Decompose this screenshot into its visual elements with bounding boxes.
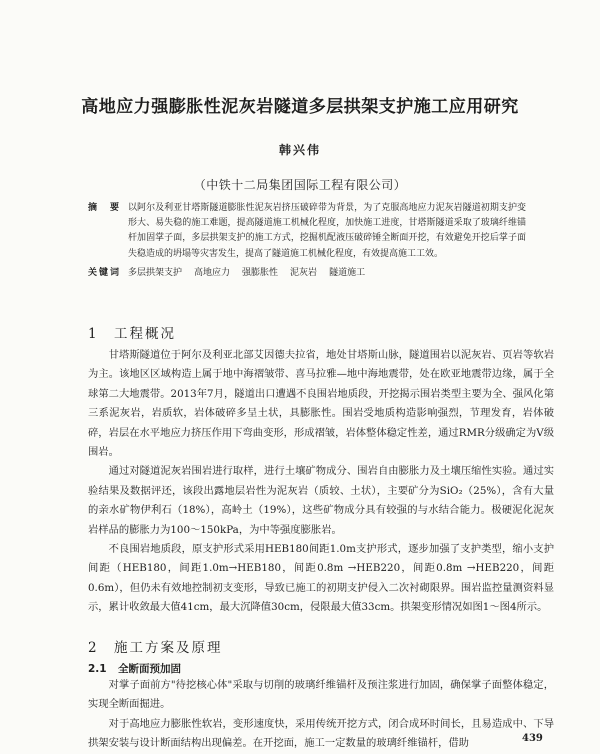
keyword: 高地应力 [194, 267, 231, 278]
section-1-body [88, 346, 554, 618]
abstract [88, 201, 526, 262]
paper-title: 高地应力强膨胀性泥灰岩隧道多层拱架支护施工应用研究 [81, 97, 519, 117]
page-number: 439 [522, 733, 543, 744]
author-affiliation: （中铁十二局集团国际工程有限公司） [193, 178, 407, 192]
section-heading-1 [88, 322, 176, 342]
paragraph: 对于高地应力膨胀性软岩，变形速度快，采用传统开挖方式，闭合成环时间长，且易造成中、下导拱架安装与设计断面结构出现偏差。在开挖面，施工一定数量的玻璃纤维锚杆，借助 [88, 717, 554, 750]
author-name: 韩兴伟 [278, 143, 321, 157]
keywords [88, 266, 526, 281]
abstract-label: 摘 要 [88, 203, 122, 213]
paragraph: 甘塔斯隧道位于阿尔及利亚北部艾因德夫拉省，地处甘塔斯山脉，隧道围岩以泥灰岩、页岩等软岩为主。该地区区域构造上属于地中海褶皱带、喜马拉雅—地中海地震带，处在欧亚地震带边缘，属于全球第二大地震带。2013年7月，隧道出口遭遇不良围岩地质段，开挖揭示围岩类型主要为全、强风化第三系泥灰岩，岩质软，岩体破碎多呈土状，具膨胀性。围岩受地质构造影响强烈，节理发育，岩体破碎，岩层在水平地应力挤压作用下弯曲变形，形成褶皱，岩体整体稳定性差，通过RMR分级确定为Ⅴ级围岩。 [88, 349, 554, 459]
abstract-text: 以阿尔及利亚甘塔斯隧道膨胀性泥灰岩挤压破碎带为背景，为了克服高地应力泥灰岩隧道初期支护变形大、易失稳的施工难题，提高隧道施工机械化程度，加快施工进度，甘塔斯隧道采取了玻璃纤维锚杆加固掌子面，多层拱架支护的施工方式，挖掘机配液压破碎锤全断面开挖，有效避免开挖后掌子面失稳造成的坍塌等灾害发生，提高了隧道施工机械化程度，有效提高施工工效。 [128, 203, 526, 259]
keywords-label: 关键词 [88, 267, 122, 278]
keyword: 泥灰岩 [290, 267, 318, 278]
keyword: 多层拱架支护 [128, 267, 183, 278]
subsection-number: 2.1 [88, 663, 107, 675]
section-title: 施工方案及原理 [114, 640, 223, 656]
section-number: 2 [88, 640, 99, 656]
section-2-body [88, 676, 554, 754]
section-heading-2 [88, 636, 223, 656]
keyword: 强膨胀性 [242, 267, 279, 278]
section-number: 1 [88, 326, 99, 342]
subsection-heading-2-1 [88, 661, 181, 676]
paragraph: 通过对隧道泥灰岩围岩进行取样，进行土壤矿物成分、围岩自由膨胀力及土壤压缩性实验。通过实验结果及数据评还，该段出露地层岩性为泥灰岩（质较、土状），主要矿分为SiO₂（25%），含有大量的亲水矿物伊利石（18%），高岭土（19%），这些矿物成分具有较强的与水结合能力。极硬泥化泥灰岩样品的膨胀力为100～150kPa，为中等强度膨胀岩。 [88, 465, 554, 536]
paragraph: 对掌子面前方"待挖核心体"采取与切削的玻璃纤维锚杆及预注浆进行加固，确保掌子面整体稳定，实现全断面掘进。 [88, 679, 554, 711]
keywords-list [128, 266, 526, 281]
subsection-title: 全断面预加固 [118, 663, 181, 675]
paragraph: 不良围岩地质段，原支护形式采用HEB180间距1.0m支护形式，逐步加强了支护类型，缩小支护间距（HEB180，间距1.0m→HEB180，间距0.8m →HEB220，间距0.8m →HEB220，间距0.6m），但仍未有效地控制初支变形，导致已施工的初期支护侵入二次衬砌限界。围岩监控量测资料显示，累计收敛最大值41cm，最大沉降值30cm，侵限最大值33cm。拱架变形情况如图1～图4所示。 [88, 543, 554, 614]
keyword: 隧道施工 [329, 267, 366, 278]
abstract-block [88, 201, 526, 281]
section-title: 工程概况 [114, 326, 176, 342]
